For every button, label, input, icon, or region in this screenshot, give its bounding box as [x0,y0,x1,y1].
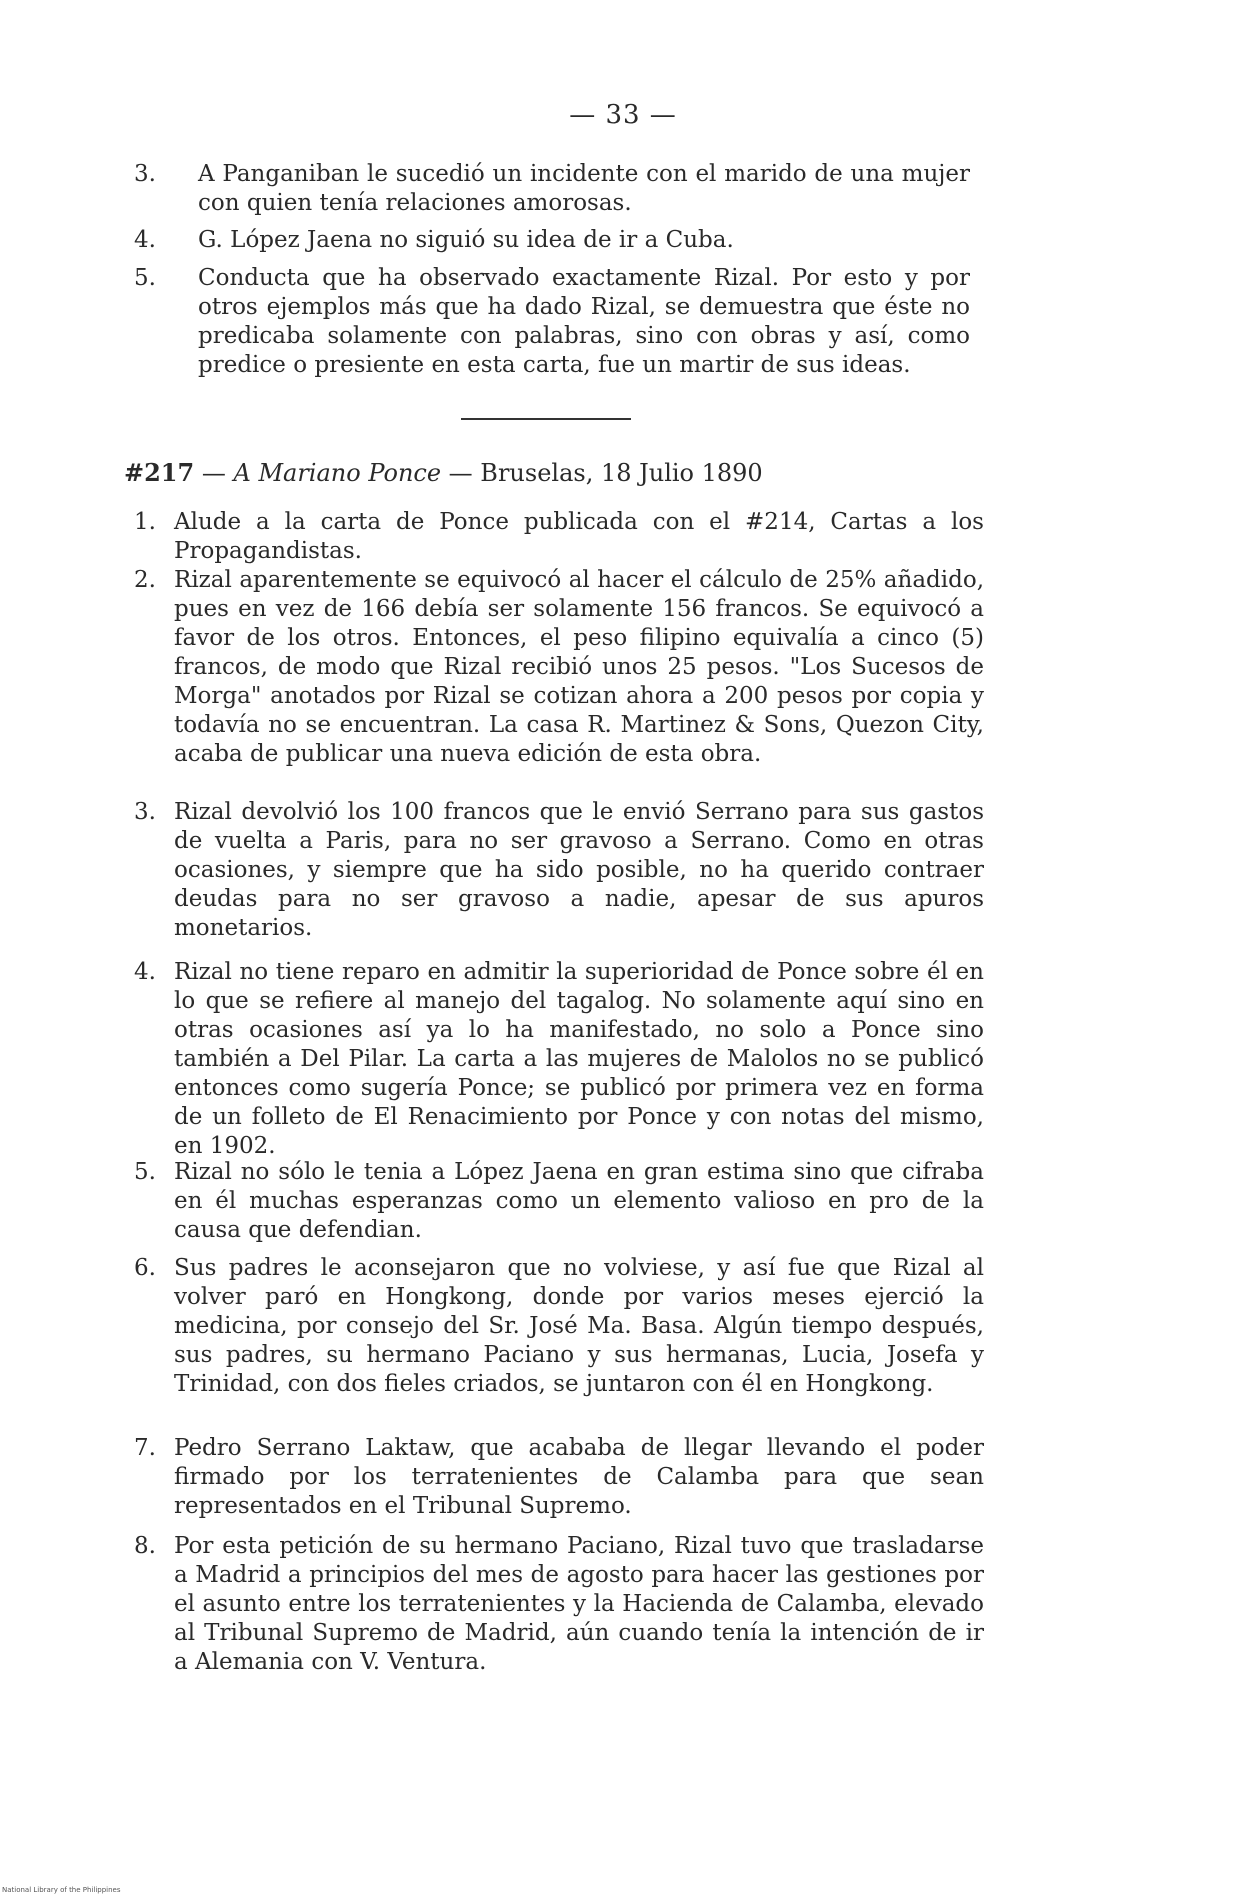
note-text: Rizal aparentemente se equivocó al hacer el cálculo de 25% añadido, pues en vez de 166 debía ser solamente 156 francos. Se equivocó a favor de los otros. Entonces, el peso filipino equivalía a cinco (5) francos, de modo que Rizal recibió unos 25 pesos. "Los Sucesos de Morga" anotados por Rizal se cotizan ahora a 200 pesos por copia y todavía no se encuentran. La casa R. Martinez & Sons, Quezon City, acaba de publicar una nueva edición de esta obra. [174,567,984,767]
note-number: 8. [134,1533,156,1559]
note-text: Rizal no sólo le tenia a López Jaena en gran estima sino que cifraba en él muchas esperanzas como un elemento valioso en pro de la causa que defendian. [174,1159,984,1243]
note-number: 2. [134,567,156,593]
letter-addressee: A Mariano Ponce [233,459,442,487]
note-number: 7. [134,1435,156,1461]
note-number: 6. [134,1255,156,1281]
note-item [134,958,984,1161]
note-text: Alude a la carta de Ponce publicada con el #214, Cartas a los Propagandistas. [174,509,984,564]
note-text: Por esta petición de su hermano Paciano, Rizal tuvo que trasladarse a Madrid a principios del mes de agosto para hacer las gestiones por el asunto entre los terratenientes y la Hacienda de Calamba, elevado al Tribunal Supremo de Madrid, aún cuando tenía la intención de ir a Alemania con V. Ventura. [174,1533,984,1675]
note-text: Rizal devolvió los 100 francos que le envió Serrano para sus gastos de vuelta a Paris, para no ser gravoso a Serrano. Como en otras ocasiones, y siempre que ha sido posible, no ha querido contraer deudas para no ser gravoso a nadie, apesar de sus apuros monetarios. [174,799,984,941]
note-item [134,1254,984,1399]
letter-place-date: — Bruselas, 18 Julio 1890 [441,459,763,487]
note-item [134,1434,984,1521]
letter-code: #217 [124,458,195,487]
note-text: A Panganiban le sucedió un incidente con el marido de una mujer con quien tenía relaciones amorosas. [198,161,970,216]
note-text: Conducta que ha observado exactamente Rizal. Por esto y por otros ejemplos más que ha dado Rizal, se demuestra que éste no predicaba solamente con palabras, sino con obras y así, como predice o presiente en esta carta, fue un martir de sus ideas. [198,265,970,378]
note-number: 1. [134,509,156,535]
note-text: Sus padres le aconsejaron que no volviese, y así fue que Rizal al volver paró en Hongkong, donde por varios meses ejerció la medicina, por consejo del Sr. José Ma. Basa. Algún tiempo después, sus padres, su hermano Paciano y sus hermanas, Lucia, Josefa y Trinidad, con dos fieles criados, se juntaron con él en Hongkong. [174,1255,984,1397]
letter-heading [124,458,1024,488]
note-item [134,508,984,566]
note-item [134,798,984,943]
note-number: 3. [134,161,156,187]
note-item [134,226,970,255]
note-number: 4. [134,959,156,985]
note-number: 4. [134,227,156,253]
note-item [134,264,970,380]
note-number: 3. [134,799,156,825]
source-footer: National Library of the Philippines [2,1886,121,1894]
section-divider [461,418,631,420]
note-item [134,1532,984,1677]
note-item [134,160,970,218]
note-text: Rizal no tiene reparo en admitir la superioridad de Ponce sobre él en lo que se refiere al manejo del tagalog. No solamente aquí sino en otras ocasiones así ya lo ha manifestado, no solo a Ponce sino también a Del Pilar. La carta a las mujeres de Malolos no se publicó entonces como sugería Ponce; se publicó por primera vez en forma de un folleto de El Renacimiento por Ponce y con notas del mismo, en 1902. [174,959,984,1159]
note-item [134,1158,984,1245]
page-number: — 33 — [569,100,677,130]
heading-dash: — [194,459,234,487]
note-number: 5. [134,1159,156,1185]
note-item [134,566,984,769]
note-number: 5. [134,265,156,291]
note-text: G. López Jaena no siguió su idea de ir a Cuba. [198,227,734,253]
note-text: Pedro Serrano Laktaw, que acababa de llegar llevando el poder firmado por los terratenientes de Calamba para que sean representados en el Tribunal Supremo. [174,1435,984,1519]
